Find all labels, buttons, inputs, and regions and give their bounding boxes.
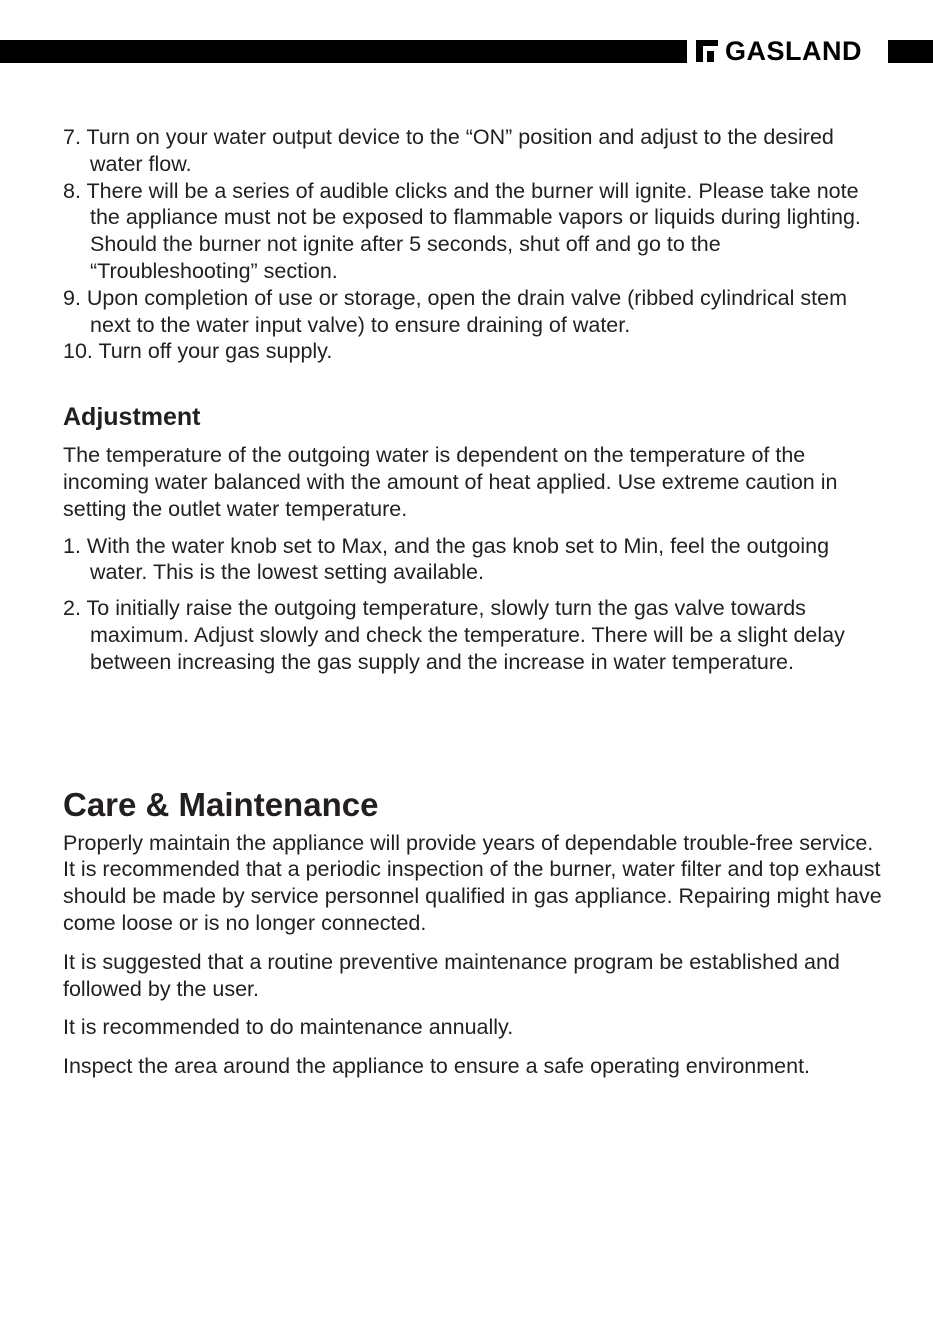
- adjustment-item-1: 1. With the water knob set to Max, and the gas knob set to Min, feel the outgoing water. This is the lowest setting available.: [63, 533, 830, 585]
- step-7: 7. Turn on your water output device to the “ON” position and adjust to the desired water flow.: [63, 125, 834, 176]
- care-paragraph-1: Properly maintain the appliance will provide years of dependable trouble-free service. It is recommended that a periodic inspection of the burner, water filter and top exhaust should be made by service personnel qualified in gas appliance. Repairing might have come loose or is no longer connected.: [63, 830, 882, 935]
- step-8: 8. There will be a series of audible clicks and the burner will ignite. Please take note the appliance must not be exposed to flammable vapors or liquids during lighting. Should the burner not ignite after 5 seconds, shut off and go to the “Troubleshooting” section.: [63, 178, 861, 283]
- header-bar-right: [888, 40, 933, 63]
- step-9: 9. Upon completion of use or storage, open the drain valve (ribbed cylindrical stem next to the water input valve) to ensure draining of water.: [63, 285, 847, 337]
- step-10: 10. Turn off your gas supply.: [63, 339, 333, 364]
- adjustment-item-2: 2. To initially raise the outgoing temperature, slowly turn the gas valve towards maximum. Adjust slowly and check the temperature. There will be a slight delay between increasing the gas supply and the increase in water temperature.: [63, 596, 845, 674]
- page-content: [63, 124, 883, 1080]
- care-heading: Care & Maintenance: [63, 785, 379, 823]
- care-paragraph-3: It is recommended to do maintenance annually.: [63, 1015, 514, 1040]
- header-bar-left: [0, 40, 687, 63]
- care-paragraph-2: It is suggested that a routine preventive maintenance program be established and followed by the user.: [63, 949, 840, 1001]
- gasland-logo-icon: [696, 40, 718, 62]
- adjustment-heading: Adjustment: [63, 403, 201, 432]
- care-paragraph-4: Inspect the area around the appliance to ensure a safe operating environment.: [63, 1054, 811, 1079]
- brand-name: GASLAND: [725, 36, 862, 66]
- brand-logo: [696, 37, 862, 65]
- adjustment-intro: The temperature of the outgoing water is dependent on the temperature of the incoming water balanced with the amount of heat applied. Use extreme caution in setting the outlet water temperature.: [63, 443, 838, 521]
- operating-steps: [63, 124, 883, 365]
